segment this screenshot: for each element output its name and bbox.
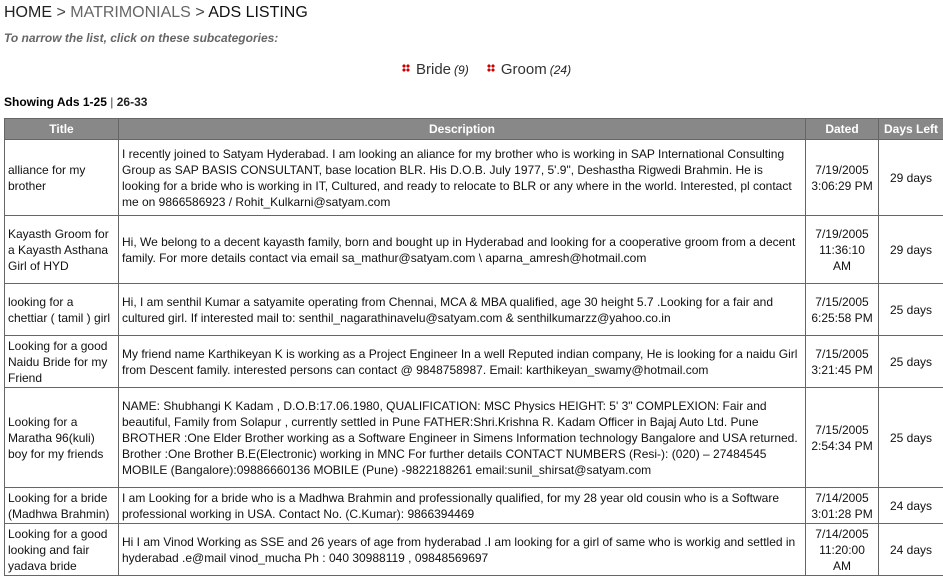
ad-dated [806,140,879,216]
ad-dated [806,488,879,524]
subcategory-groom-link[interactable]: Groom [501,61,547,78]
ad-date: 7/15/2005 [815,295,868,309]
pagination-separator: | [110,95,113,109]
table-header-row [5,119,943,140]
table-row [5,140,943,216]
pagination [4,95,147,109]
ad-description: My friend name Karthikeyan K is working as a Project Engineer In a well Reputed indian company, He is looking for a naidu Girl from Descent family. interested persons can contact @ 9848758987. Email: karthikeyan_swamy@hotmail.com [119,336,806,388]
ad-description: Hi, I am senthil Kumar a satyamite operating from Chennai, MCA & MBA qualified, age 30 height 5.7 .Looking for a fair and cultured girl. If interested mail to: senthil_nagarathinavelu@satyam.com & senthilkumarzz@yahoo.co.in [119,284,806,336]
ad-days-left: 25 days [879,388,943,488]
ad-description: I am Looking for a bride who is a Madhwa Brahmin and professionally qualified, for my 28 year old cousin who is a Software professional working in USA. Contact No. (C.Kumar): 9866394469 [119,488,806,524]
subcategory-bride [402,61,469,78]
ad-time: 2:54:34 PM [811,439,872,453]
ad-time: 11:36:10 AM [819,243,865,273]
breadcrumb-current: ADS LISTING [208,4,308,21]
breadcrumb-matrimonials-link[interactable]: MATRIMONIALS [70,4,191,21]
ad-description: I recently joined to Satyam Hyderabad. I am looking an aliance for my brother who is working in SAP International Consulting Group as SAP BASIS CONSULTANT, base location BLR. His D.O.B. July 1977, 5'.9", Deshastha Rigwedi Brahmin. He is looking for a bride who is working in IT, Cultured, and ready to relocate to BLR or any where in the world. Interested, pl contact me on 9866586923 / Rohit_Kulkarni@satyam.com [119,140,806,216]
ad-time: 6:25:58 PM [811,311,872,325]
ad-description: Hi I am Vinod Working as SSE and 26 years of age from hyderabad .I am looking for a girl of same who is workig and settled in hyderabad .e@mail vinod_mucha Ph : 040 30988119 , 09848569697 [119,524,806,576]
ad-title[interactable]: alliance for my brother [5,140,119,216]
breadcrumb [4,3,308,23]
ads-table [4,118,943,576]
ad-title[interactable]: Looking for a Maratha 96(kuli) boy for my friends [5,388,119,488]
ad-time: 3:21:45 PM [811,363,872,377]
ad-date: 7/15/2005 [815,423,868,437]
bullet-icon [402,64,410,72]
ad-time: 3:06:29 PM [811,179,872,193]
ad-days-left: 24 days [879,488,943,524]
subcategory-count: (9) [454,63,469,77]
ad-dated [806,284,879,336]
column-header-title: Title [5,119,119,140]
ad-days-left: 24 days [879,524,943,576]
ad-title[interactable]: Looking for a good Naidu Bride for my Friend [5,336,119,388]
ad-days-left: 25 days [879,336,943,388]
breadcrumb-separator: > [56,4,65,21]
ad-title[interactable]: Looking for a bride (Madhwa Brahmin) [5,488,119,524]
ad-title[interactable]: looking for a chettiar ( tamil ) girl [5,284,119,336]
ad-date: 7/15/2005 [815,347,868,361]
table-row [5,388,943,488]
subcategory-instruction: To narrow the list, click on these subcategories: [4,31,278,45]
subcategory-count: (24) [550,63,571,77]
subcategory-groom [487,61,571,78]
breadcrumb-separator: > [195,4,204,21]
ad-date: 7/19/2005 [815,163,868,177]
breadcrumb-home-link[interactable]: HOME [4,4,52,21]
ad-days-left: 29 days [879,140,943,216]
subcategory-bride-link[interactable]: Bride [416,61,451,78]
ad-days-left: 29 days [879,216,943,284]
subcategory-list [402,61,585,78]
column-header-days-left: Days Left [879,119,943,140]
table-row [5,336,943,388]
ad-date: 7/14/2005 [815,527,868,541]
pagination-current: Showing Ads 1-25 [4,95,107,109]
ad-date: 7/19/2005 [815,227,868,241]
ad-dated [806,336,879,388]
ad-dated [806,524,879,576]
ad-title[interactable]: Kayasth Groom for a Kayasth Asthana Girl of HYD [5,216,119,284]
table-row [5,488,943,524]
ad-dated [806,216,879,284]
ad-date: 7/14/2005 [815,491,868,505]
ad-description: Hi, We belong to a decent kayasth family, born and bought up in Hyderabad and looking for a cooperative groom from a decent family. For more details contact via email sa_mathur@satyam.com \ aparna_amresh@hotmail.com [119,216,806,284]
bullet-icon [487,64,495,72]
pagination-next-link[interactable]: 26-33 [117,95,148,109]
column-header-dated: Dated [806,119,879,140]
ad-time: 3:01:28 PM [811,507,872,521]
ad-days-left: 25 days [879,284,943,336]
column-header-description: Description [119,119,806,140]
ad-time: 11:20:00 AM [819,543,865,573]
ad-title[interactable]: Looking for a good looking and fair yadava bride [5,524,119,576]
table-row [5,524,943,576]
table-row [5,216,943,284]
table-row [5,284,943,336]
ad-description: NAME: Shubhangi K Kadam , D.O.B:17.06.1980, QUALIFICATION: MSC Physics HEIGHT: 5' 3" COMPLEXION: Fair and beautiful, Family from Solapur , currently settled in Pune FATHER:Shri.Krishna R. Kadam Officer in Bajaj Auto Ltd. Pune BROTHER :One Elder Brother working as a Software Engineer in Simens Information technology Bangalore and USA returned. Brother :One Brother B.E(Electronic) working in MNC For further details CONTACT NUMBERS (Resi-): (020) – 27484545 MOBILE (Bangalore):09886660136 MOBILE (Pune) -9822188261 email:sunil_shirsat@satyam.com [119,388,806,488]
ad-dated [806,388,879,488]
